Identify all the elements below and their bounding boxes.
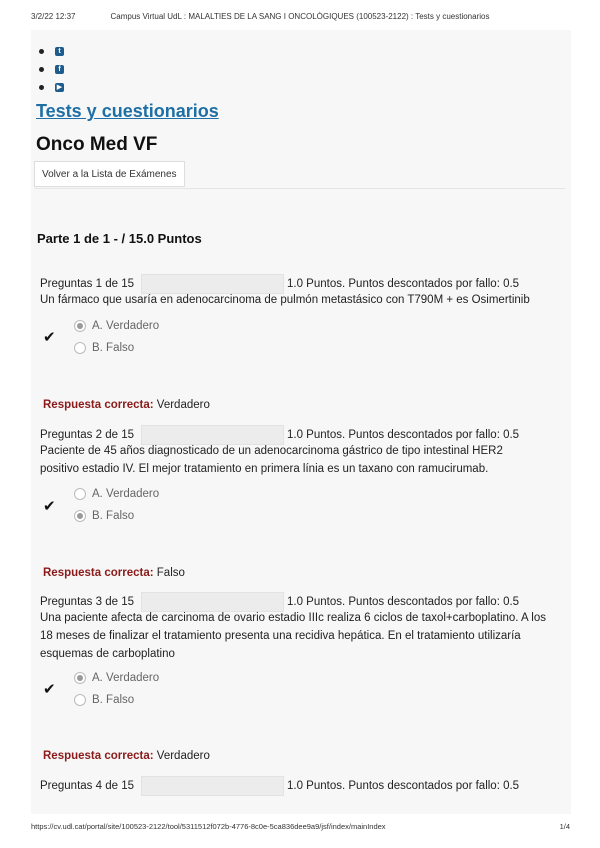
radio-unselected[interactable] — [74, 694, 86, 706]
question-number: Preguntas 4 de 15 — [40, 780, 134, 792]
facebook-icon[interactable]: f — [55, 65, 64, 74]
question-number: Preguntas 1 de 15 — [40, 278, 134, 290]
question-points: 1.0 Puntos. Puntos descontados por fallo: 0.5 — [287, 429, 520, 441]
social-link-youtube[interactable] — [39, 78, 64, 96]
radio-selected[interactable] — [74, 510, 86, 522]
option-b[interactable]: B. Falso — [74, 510, 134, 522]
checkmark-icon: ✔ — [43, 498, 56, 515]
correct-answer-label: Respuesta correcta: — [43, 399, 154, 411]
question-number: Preguntas 3 de 15 — [40, 596, 134, 608]
question-points: 1.0 Puntos. Puntos descontados por fallo: 0.5 — [287, 278, 520, 290]
breadcrumb-link[interactable]: Tests y cuestionarios — [36, 101, 219, 121]
page-number: 1/4 — [559, 822, 570, 831]
correct-answer-value: Verdadero — [156, 750, 210, 762]
page-content — [31, 30, 571, 814]
question-points: 1.0 Puntos. Puntos descontados por fallo: 0.5 — [287, 596, 520, 608]
social-links — [39, 42, 64, 96]
youtube-icon[interactable]: ▶ — [56, 83, 63, 91]
option-a[interactable]: A. Verdadero — [74, 320, 159, 332]
option-a[interactable]: A. Verdadero — [74, 488, 159, 500]
question-header — [40, 428, 519, 442]
social-link-facebook[interactable] — [39, 60, 64, 78]
radio-unselected[interactable] — [74, 488, 86, 500]
part-title: Parte 1 de 1 - / 15.0 Puntos — [37, 231, 202, 246]
correct-answer-label: Respuesta correcta: — [43, 567, 154, 579]
option-b[interactable]: B. Falso — [74, 694, 134, 706]
question-text: Un fármaco que usaría en adenocarcinoma de pulmón metastásico con T790M + es Osimertinib — [40, 294, 530, 306]
print-date: 3/2/22 12:37 — [31, 12, 76, 21]
radio-unselected[interactable] — [74, 342, 86, 354]
back-to-exams-button[interactable]: Volver a la Lista de Exámenes — [34, 161, 185, 187]
print-header — [0, 12, 600, 24]
checkmark-icon: ✔ — [43, 329, 56, 346]
radio-selected[interactable] — [74, 320, 86, 332]
option-b[interactable]: B. Falso — [74, 342, 134, 354]
question-points: 1.0 Puntos. Puntos descontados por fallo: 0.5 — [287, 780, 520, 792]
question-text: Una paciente afecta de carcinoma de ovario estadio IIIc realiza 6 ciclos de taxol+carboplatino. A los 18 meses de finalizar el tratamiento presenta una recidiva hepática. En el tratamiento utilizaría esquemas de carboplatino — [40, 612, 546, 660]
question-header — [40, 595, 519, 609]
correct-answer — [43, 567, 185, 579]
correct-answer-value: Verdadero — [156, 399, 210, 411]
twitter-icon[interactable]: t — [55, 47, 64, 56]
question-number: Preguntas 2 de 15 — [40, 429, 134, 441]
correct-answer — [43, 399, 210, 411]
correct-answer-value: Falso — [156, 567, 185, 579]
question-header — [40, 277, 519, 291]
option-a[interactable]: A. Verdadero — [74, 672, 159, 684]
checkmark-icon: ✔ — [43, 681, 56, 698]
correct-answer-label: Respuesta correcta: — [43, 750, 154, 762]
question-header — [40, 779, 519, 793]
divider — [34, 188, 565, 189]
print-title: Campus Virtual UdL : MALALTIES DE LA SANG I ONCOLÒGIQUES (100523-2122) : Tests y cuestionarios — [110, 12, 490, 21]
print-url: https://cv.udl.cat/portal/site/100523-2122/tool/5311512f072b-4776-8c0e-5ca836dee9a9/jsf/index/mainIndex — [31, 822, 386, 831]
radio-selected[interactable] — [74, 672, 86, 684]
print-footer — [0, 822, 600, 834]
question-score-box — [141, 776, 284, 796]
question-text: Paciente de 45 años diagnosticado de un adenocarcinoma gástrico de tipo intestinal HER2 positivo estadio IV. El mejor tratamiento en primera línia es un taxano con ramucirumab. — [40, 445, 503, 475]
page-title: Onco Med VF — [36, 134, 158, 155]
social-link-twitter[interactable] — [39, 42, 64, 60]
correct-answer — [43, 750, 210, 762]
